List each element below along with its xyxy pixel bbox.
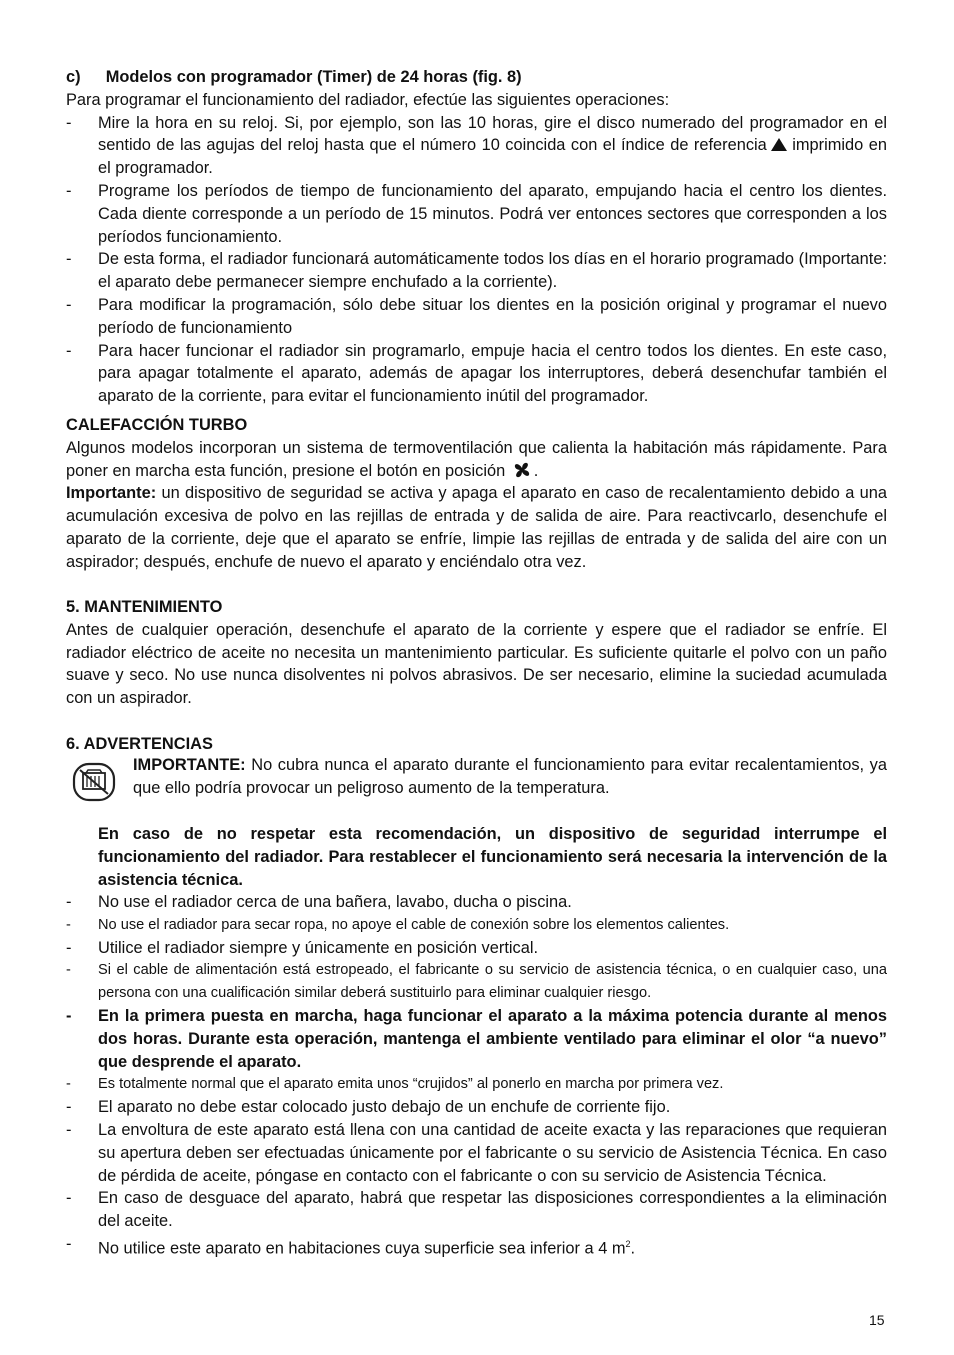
list-dash: -	[66, 1076, 71, 1093]
list-dash: -	[66, 113, 72, 132]
warnings-important-text: No cubra nunca el aparato durante el funcionamiento para evitar recalentamientos, ya que ello podría provocar un peligroso aumento de la temperatura.	[133, 756, 887, 797]
maintenance-text: Antes de cualquier operación, desenchufe el aparato de la corriente y espere que el radiador se enfríe. El radiador eléctrico de aceite no necesita un mantenimiento particular. Es suficiente quitarle el polvo con un paño suave y seco. No use nunca disolventes ni polvos abrasivos. De ser necesario, elimine la suciedad acumulada con un aspirador.	[66, 620, 887, 708]
list-dash: -	[66, 1234, 72, 1253]
warnings-bold-note-text: En caso de no respetar esta recomendación, un dispositivo de seguridad interrumpe el funcionamiento del radiador. Para restablecer el funcionamiento será necesaria la intervención de la asistencia técnica.	[98, 825, 887, 889]
section-timer	[66, 66, 887, 408]
section-warnings	[66, 733, 887, 756]
list-dash: -	[66, 916, 71, 933]
timer-step-4-text: Para modificar la programación, sólo debe situar los dientes en la posición original y programar el nuevo período de funcionamiento	[98, 295, 887, 337]
warning-5-text: En la primera puesta en marcha, haga funcionar el aparato a la máxima potencia durante al menos dos horas. Durante esta operación, mantenga el ambiente ventilado para eliminar el olor “a nuevo” que desprende el aparato.	[98, 1006, 887, 1071]
list-item	[66, 180, 887, 248]
timer-steps-list	[66, 112, 887, 408]
turbo-para-1-end: .	[533, 461, 539, 480]
warning-10-superscript: 2	[625, 1238, 631, 1249]
list-dash: -	[66, 1006, 72, 1025]
list-dash: -	[66, 893, 72, 911]
list-item	[66, 340, 887, 408]
list-dash: -	[66, 181, 72, 200]
warning-3-text: Utilice el radiador siempre y únicamente en posición vertical.	[98, 938, 539, 957]
turbo-para-2-text: un dispositivo de seguridad se activa y apaga el aparato en caso de recalentamiento debido a una acumulación excesiva de polvo en las rejillas de entrada y de salida de aire. Para reactivcarlo, desenchufe el aparato de la corriente, deje que el aparato se enfríe, limpie las rejillas de entrada y de salida del aire con un aspirador; después, enchufe de nuevo el aparato y enciéndalo otra vez.	[66, 484, 887, 571]
list-item	[66, 248, 887, 294]
list-dash: -	[66, 1189, 72, 1208]
list-item	[66, 959, 887, 1005]
list-item	[66, 1096, 887, 1119]
list-dash: -	[66, 1120, 72, 1139]
timer-step-5-text: Para hacer funcionar el radiador sin programarlo, empuje hacia el centro todos los dientes. En este caso, para apagar totalmente el aparato, además de apagar los interruptores, deberá desenchufar también el aparato de la corriente, para evitar el funcionamiento inútil del programador.	[98, 341, 887, 406]
warning-4-text: Si el cable de alimentación está estropeado, el fabricante o su servicio de asistencia técnica, o en cualquier caso, una persona con una cualificación similar deberá sustituirlo para eliminar cualquier riesgo.	[98, 962, 887, 1002]
warning-7-text: El aparato no debe estar colocado justo debajo de un enchufe de corriente fijo.	[98, 1098, 671, 1117]
warning-8-text: La envoltura de este aparato está llena con una cantidad de aceite exacta y las reparaciones que requieran su apertura deben ser efectuadas únicamente por el fabricante o su servicio de Asistencia Técnica. En caso de pérdida de aceite, póngase en contacto con el fabricante o con su servicio de Asistencia Técnica.	[98, 1120, 887, 1185]
warning-10-end: .	[630, 1239, 636, 1258]
list-item	[66, 1119, 887, 1187]
section-maintenance	[66, 596, 887, 710]
turbo-para-1	[66, 437, 887, 483]
do-not-cover-icon	[72, 762, 116, 802]
list-dash: -	[66, 962, 71, 979]
timer-step-2-text: Programe los períodos de tiempo de funcionamiento del aparato, empujando hacia el centro los dientes. Cada diente corresponde a un período de 15 minutos. Podrá ver entonces sectores que corresponden a los períodos funcionamiento.	[98, 181, 887, 246]
warning-10-text: No utilice este aparato en habitaciones cuya superficie sea inferior a 4 m	[98, 1239, 626, 1258]
timer-step-1-end: imprimido en el programador.	[98, 136, 887, 178]
list-item	[66, 914, 887, 937]
section-timer-label: c)	[66, 68, 81, 86]
warning-2-text: No use el radiador para secar ropa, no apoye el cable de conexión sobre los elementos calientes.	[98, 916, 730, 933]
warnings-bold-note	[98, 823, 887, 891]
list-dash: -	[66, 1098, 72, 1117]
timer-step-3-text: De esta forma, el radiador funcionará automáticamente todos los días en el horario programado (Importante: el aparato debe permanecer siempre enchufado a la corriente).	[98, 250, 887, 292]
maintenance-heading: 5. MANTENIMIENTO	[66, 598, 223, 616]
section-timer-title: Modelos con programador (Timer) de 24 horas (fig. 8)	[105, 68, 522, 86]
warning-9-text: En caso de desguace del aparato, habrá que respetar las disposiciones correspondientes a la eliminación del aceite.	[98, 1189, 887, 1231]
list-dash: -	[66, 341, 72, 360]
warnings-list	[66, 891, 887, 1260]
section-turbo	[66, 414, 887, 574]
list-item	[66, 294, 887, 340]
page-number: 15	[869, 1312, 885, 1328]
warnings-important-paragraph	[133, 754, 887, 800]
warnings-important-label: IMPORTANTE:	[133, 756, 246, 774]
warning-1-text: No use el radiador cerca de una bañera, lavabo, ducha o piscina.	[98, 893, 572, 911]
list-dash: -	[66, 250, 72, 269]
list-item	[66, 1187, 887, 1233]
turbo-heading: CALEFACCIÓN TURBO	[66, 416, 248, 434]
turbo-para-1-text: Algunos modelos incorporan un sistema de termoventilación que calienta la habitación más rápidamente. Para poner en marcha esta función, presione el botón en posición	[66, 438, 887, 480]
turbo-important-label: Importante:	[66, 484, 157, 503]
warnings-list-block	[66, 891, 887, 1260]
triangle-up-icon	[771, 138, 787, 151]
section-timer-intro: Para programar el funcionamiento del radiador, efectúe las siguientes operaciones:	[66, 90, 670, 109]
warning-6-text: Es totalmente normal que el aparato emita unos “crujidos” al ponerlo en marcha por primera vez.	[98, 1076, 724, 1093]
warnings-heading: 6. ADVERTENCIAS	[66, 735, 213, 753]
list-item	[66, 1005, 887, 1073]
timer-step-1-text: Mire la hora en su reloj. Si, por ejemplo, son las 10 horas, gire el disco numerado del programador en el sentido de las agujas del reloj hasta que el número 10 coincida con el índice de referencia	[98, 113, 887, 155]
list-dash: -	[66, 938, 72, 957]
list-item	[66, 937, 887, 960]
list-item	[66, 891, 887, 914]
list-item	[66, 112, 887, 180]
list-item	[66, 1073, 887, 1096]
section-timer-heading	[66, 66, 887, 89]
warnings-important	[133, 754, 887, 800]
list-dash: -	[66, 295, 72, 314]
fan-icon	[512, 460, 532, 480]
turbo-para-2	[66, 482, 887, 573]
list-item	[66, 1233, 887, 1260]
